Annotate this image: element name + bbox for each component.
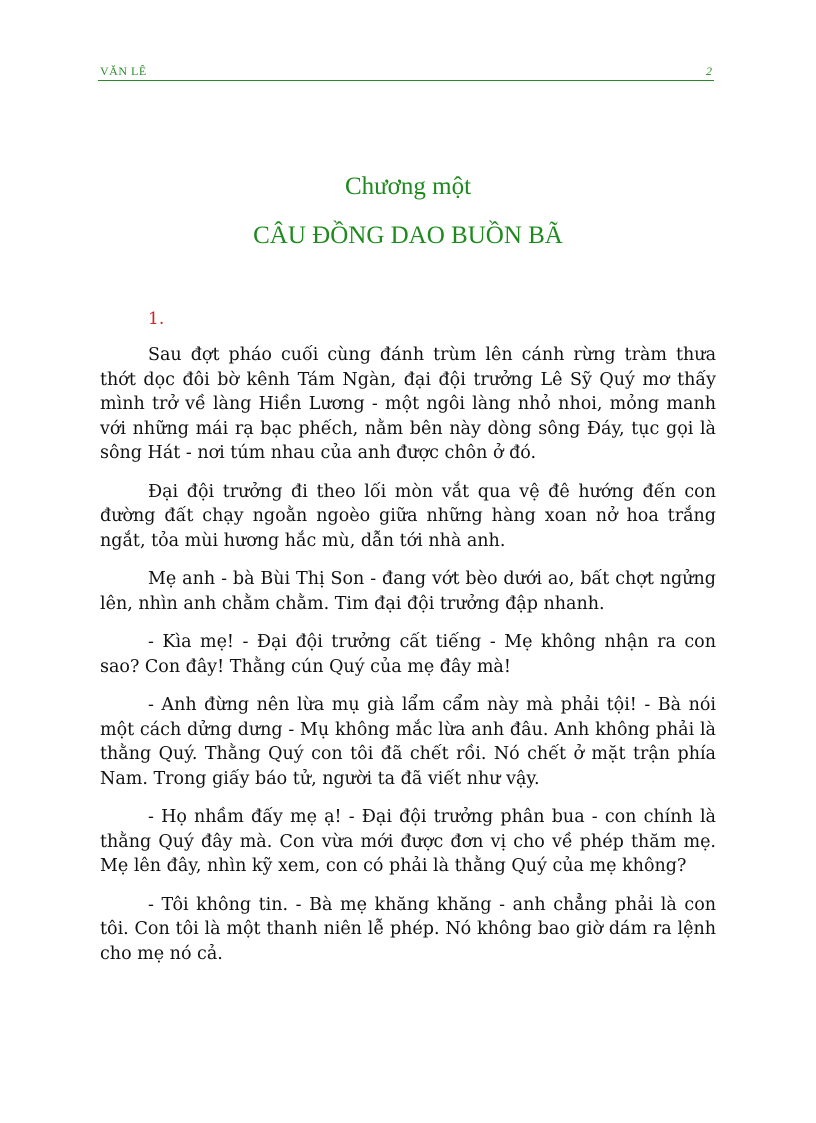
paragraph: Mẹ anh - bà Bùi Thị Son - đang vớt bèo dưới ao, bất chợt ngửng lên, nhìn anh chằm chằm. Tim đại đội trưởng đập nhanh. [100,569,716,614]
paragraph: - Kìa mẹ! - Đại đội trưởng cất tiếng - Mẹ không nhận ra con sao? Con đây! Thằng cún Quý của mẹ đây mà! [100,632,716,677]
header-author: VĂN LÊ [100,64,147,78]
body-text [100,343,716,980]
paragraph: Sau đợt pháo cuối cùng đánh trùm lên cánh rừng tràm thưa thớt dọc đôi bờ kênh Tám Ngàn, đại đội trưởng Lê Sỹ Quý mơ thấy mình trở về làng Hiền Lương - một ngôi làng nhỏ nhoi, mỏng manh với những mái rạ bạc phếch, nằm bên này dòng sông Đáy, tục gọi là sông Hát - nơi túm nhau của anh được chôn ở đó. [100,345,716,463]
page-number: 2 [706,64,712,78]
section-number: 1. [148,309,165,329]
paragraph: - Anh đừng nên lừa mụ già lẩm cẩm này mà phải tội! - Bà nói một cách dửng dưng - Mụ không mắc lừa anh đâu. Anh không phải là thằng Quý. Thằng Quý con tôi đã chết rồi. Nó chết ở mặt trận phía Nam. Trong giấy báo tử, người ta đã viết như vậy. [100,695,716,789]
chapter-label: Chương một [344,173,472,200]
paragraph: Đại đội trưởng đi theo lối mòn vắt qua vệ đê hướng đến con đường đất chạy ngoằn ngoèo giữa những hàng xoan nở hoa trắng ngắt, tỏa mùi hương hắc mù, dẫn tới nhà anh. [100,481,716,551]
chapter-title: CÂU ĐỒNG DAO BUỒN BÃ [253,222,563,249]
running-header [98,64,714,81]
paragraph: - Tôi không tin. - Bà mẹ khăng khăng - anh chẳng phải là con tôi. Con tôi là một thanh niên lễ phép. Nó không bao giờ dám ra lệnh cho mẹ nó cả. [100,894,716,964]
paragraph: - Họ nhầm đấy mẹ ạ! - Đại đội trưởng phân bua - con chính là thằng Quý đây mà. Con vừa mới được đơn vị cho về phép thăm mẹ. Mẹ lên đây, nhìn kỹ xem, con có phải là thằng Quý của mẹ không? [100,807,716,876]
